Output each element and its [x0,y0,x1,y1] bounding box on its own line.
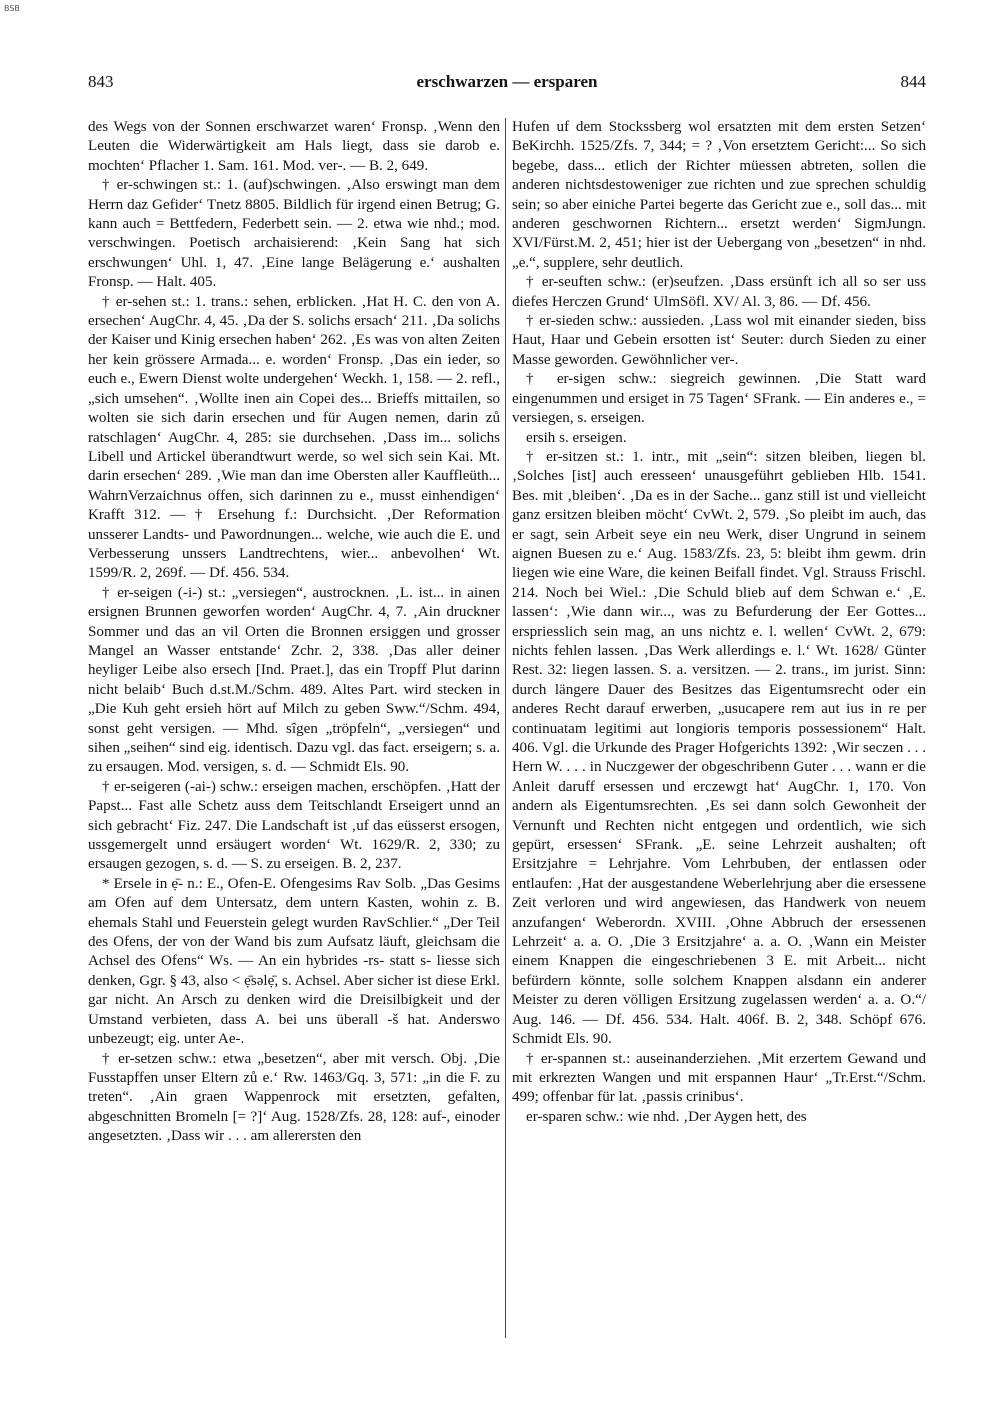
entry-continuation: des Wegs von der Sonnen erschwarzet waren‘ Fronsp. ‚Wenn den Leuten die Widerwärtigkeit am Hals liegt, dass sie darob e. mochten‘ Pflacher 1. Sam. 161. Mod. ver-. — B. 2, 649. [88,119,500,174]
page-number-left: 843 [88,72,114,91]
dictionary-entry: * Ersele in ẹ̄- n.: E., Ofen-E. Ofengesims Rav Solb. „Das Gesims am Ofen auf dem Untersatz, dem untern Kasten, wohin z. B. ehemals Stahl und Feuerstein gelegt wurden RavSchlier.“ „Der Teil des Ofens, der von der Wand bis zum Aufsatz läuft, gleichsam die Achsel des Ofens“ Ws. — An ein hybrides -rs- statt s- liesse sich denken, Ggr. § 43, also < ẹ̄səlẹ̄, s. Achsel. Aber sicher ist diese Erkl. gar nicht. An Arsch zu denken wird die Dreisilbigkeit und der Umstand verbieten, dass A. bei uns überall -š hat. Anderswo unbezeugt; eig. unter Ae-. [88,875,500,1048]
dictionary-entry: † er-seigeren (-ai-) schw.: erseigen machen, erschöpfen. ‚Hatt der Papst... Fast alle Schetz auss dem Teitschlandt Erseigert unnd an sich gebracht‘ Fiz. 247. Die Landschaft ist ‚uf das eüsserst ersogen, ussgemergelt unnd ersäugert worden‘ Wt. 1629/R. 2, 330; zu ersaugen gezogen, s. d. — S. zu erseigen. B. 2, 237. [88,778,500,873]
dictionary-entry: er-sparen schw.: wie nhd. ‚Der Aygen hett, des [526,1108,807,1125]
dictionary-entry: † er-sigen schw.: siegreich gewinnen. ‚Die Statt ward eingenummen und ersiget in 75 Tagen‘ SFrank. — Ein anderes e., = versiegen, s. erseigen. [512,371,926,427]
dictionary-entry: † er-seigen (-i-) st.: „versiegen“, austrocknen. ‚L. ist... in ainen ersignen Brunnen geworfen worden‘ AugChr. 4, 7. ‚Ain druckner Sommer und das an vil Orten die Bronnen ersiggen und grosser Mangel an Wasser entstande‘ Zchr. 2, 338. ‚Das aller deiner heyliger Leibe also ersech [Ind. Praet.], das ein Tropff Plut darinn nicht belaib‘ Buch d.st.M./Schm. 489. Altes Part. wird stecken in „Die Kuh geht ersieh hört auf Milch zu geben Sww.“/Schm. 494, sonst geht versigen. — Mhd. sîgen „tröpfeln“, „versiegen“ und sihen „seihen“ sind eig. identisch. Dazu vgl. das fact. erseigern; s. a. zu ersaugen. Mod. versigen, s. d. — Schmidt Els. 90. [88,584,500,776]
entry-continuation: Hufen uf dem Stockssberg wol ersatzten mit dem ersten Setzen‘ BeKirchh. 1525/Zfs. 7, 344; = ? ‚Von ersetztem Gericht:... So sich begebe, dass... etlich der Richter müessen abtreten, sollen die anderen nichtsdestoweniger zue richten und zue sprechen schuldig sein; so aber einiche Partei begerte das Gericht zue e., soll das... mit anderen geschwornen Richtern... ersetzt werden‘ SigmJungn. XVI/Fürst.M. 2, 451; hier ist der Uebergang von „besetzen“ in nhd. „e.“, supplere, sehr deutlich. [512,119,926,271]
dictionary-entry: † er-sehen st.: 1. trans.: sehen, erblicken. ‚Hat H. C. den von A. ersechen‘ AugChr. 4, 45. ‚Da der S. solichs ersach‘ 211. ‚Da solichs der Kaiser und Kinig ersechen haben‘ 262. ‚Es was von alten Zeiten her kein grössere Armada... e. worden‘ Fronsp. ‚Das ein ieder, so euch e., Ewern Dienst wolte undergehen‘ Weckh. 1, 158. — 2. refl., „sich umsehen“. ‚Wollte inen ain Copei des... Brieffs mittailen, so wolten sie sich darin ersechen und für Augen nemen, darin zů ratschlagen‘ AugChr. 4, 285: sie durchsehen. ‚Dass im... solichs Libell und Artickel überandtwurt werde, so wel sich sein Kai. Mt. darin ersechen‘ 289. ‚Wie man dan ime Obersten aller Kauffleüth... WahrnVerzaichnus offen, sich darinnen zu e., musst einhendigen‘ Krafft 312. — † Ersehung f.: Durchsicht. ‚Der Reformation unsserer Landts- und Pawordnungen... welche, wie auch die E. und Verbesserung unssers Landtrechtens, wier... anbevolhen‘ Wt. 1599/R. 2, 269f. — Df. 456. 534. [88,293,500,582]
left-column [88,118,500,1353]
column-divider [505,118,506,1338]
dictionary-entry: † er-seuften schw.: (er)seufzen. ‚Dass ersünft ich all so ser uss diefes Herczen Grund‘ UlmSöfl. XV/ Al. 3, 86. — Df. 456. [512,274,926,310]
dictionary-entry: † er-spannen st.: auseinanderziehen. ‚Mit erzertem Gewand und mit erkrezten Wangen und mit erspannen Haur‘ „Tr.Erst.“/Schm. 499; offenbar für lat. ‚passis crinibus‘. [512,1050,926,1106]
dictionary-entry: ersih s. erseigen. [526,429,627,446]
running-title: erschwarzen — ersparen [416,72,598,91]
right-column [512,118,926,1353]
page-header [88,72,926,96]
library-stamp: BSB [4,4,20,13]
dictionary-entry: † er-sitzen st.: 1. intr., mit „sein“: sitzen bleiben, liegen bl. ‚Solches [ist] auch eresseen‘ unausgeführt geblieben Hlb. 1541. Bes. mit ‚bleiben‘. ‚Da es in der Sache... ganz still ist und vielleicht ganz ersitzen bleiben möcht‘ CvWt. 2, 579. ‚So pleibt im auch, das er sagt, sein Arbeit seye ein neu Werk, diser Ungrund in seinem aignen Buesen zu e.‘ Aug. 1583/Zfs. 23, 5: bleibt ihm gewm. drin liegen wie eine Ware, die keinen Beifall findet. Vgl. Strauss Frischl. 214. Noch bei Wiel.: ‚Die Schuld blieb auf dem Schwan e.‘ ‚E. lassen‘: ‚Wie dann wir..., was zu Befurderung der Eer Gottes... erspriesslich sein mag, an uns nichtz e. l. wellen‘ CvWt. 2, 679: nichts fehlen lassen. ‚Das Werk allerdings e. l.‘ Wt. 1628/ Günter Rest. 32: liegen lassen. S. a. versitzen. — 2. trans., im jurist. Sinn: durch längere Dauer des Besitzes das Eigentumsrecht oder ein anderes Recht darauf erwerben, „usucapere rem aut ius in re per continuatam legitimi aut longioris temporis possessionem“ Halt. 406. Vgl. die Urkunde des Prager Hofgerichts 1392: ‚Wir seczen . . . Hern W. . . . in Nuczgewer der obgeschribenn Guter . . . wann er die Anleit daruff ersessen und erczewgt hat‘ AugChr. 1, 170. Von andern als Eigentumsrechten. ‚Es sei dann solch Gewonheit der Vernunft und Rechten nicht entgegen und ordentlich, wie sich gepürt, ersessen‘ SFrank. „E. seine Lehrzeit aushalten; oft Ersitzjahre = Lehrjahre. Vom Lehrbuben, der entlassen oder entlaufen: ‚Hat der ausgestandene Weberlehrjung aber die ersessene Zeit verloren und wird angewiesen, das Handwerk von neuem anzufangen‘ Weberordn. XVIII. ‚Ohne Abbruch der ersessenen Lehrzeit‘ a. a. O. ‚Die 3 Ersitzjahre‘ a. a. O. ‚Wann ein Meister einem Knappen die eingeschriebenen 3 E. mit Arbeit... nicht befürdern könnte, solle solchem Knappen alsdann ein anderer Meister zu deren völligen Ersitzung zugelassen werden‘ a. a. O.“/ Aug. 146. — Df. 456. 534. Halt. 406f. B. 2, 348. Schöpf 676. Schmidt Els. 90. [512,448,926,1048]
dictionary-entry: † er-schwingen st.: 1. (auf)schwingen. ‚Also erswingt man dem Herrn daz Gefider‘ Tnetz 8805. Bildlich für irgend einen Betrug; G. kann auch = Bettfedern, Federbett sein. — 2. etwa wie nhd.; mod. verschwingen. Poetisch archaisierend: ‚Kein Sang hat sich erschwungen‘ Uhl. 1, 47. ‚Eine lange Belägerung e.‘ aushalten Fronsp. — Halt. 405. [88,177,500,291]
dictionary-entry: † er-sieden schw.: aussieden. ‚Lass wol mit einander sieden, biss Haut, Haar und Gebein ersotten ist‘ Seuter: durch Sieden zu einer Masse geworden. Gewöhnlicher ver-. [512,313,926,368]
page-number-right: 844 [900,72,926,91]
dictionary-entry: † er-setzen schw.: etwa „besetzen“, aber mit versch. Obj. ‚Die Fusstapffen unser Eltern zů e.‘ Rw. 1463/Gq. 3, 571: „in die F. zu treten“. ‚Ain graen Wappenrock mit ersetzten, gefalten, abgeschnitten Bromeln [= ?]‘ Aug. 1528/Zfs. 28, 128: auf-, einoder angesetzten. ‚Dass wir . . . am allerersten den [88,1050,500,1145]
